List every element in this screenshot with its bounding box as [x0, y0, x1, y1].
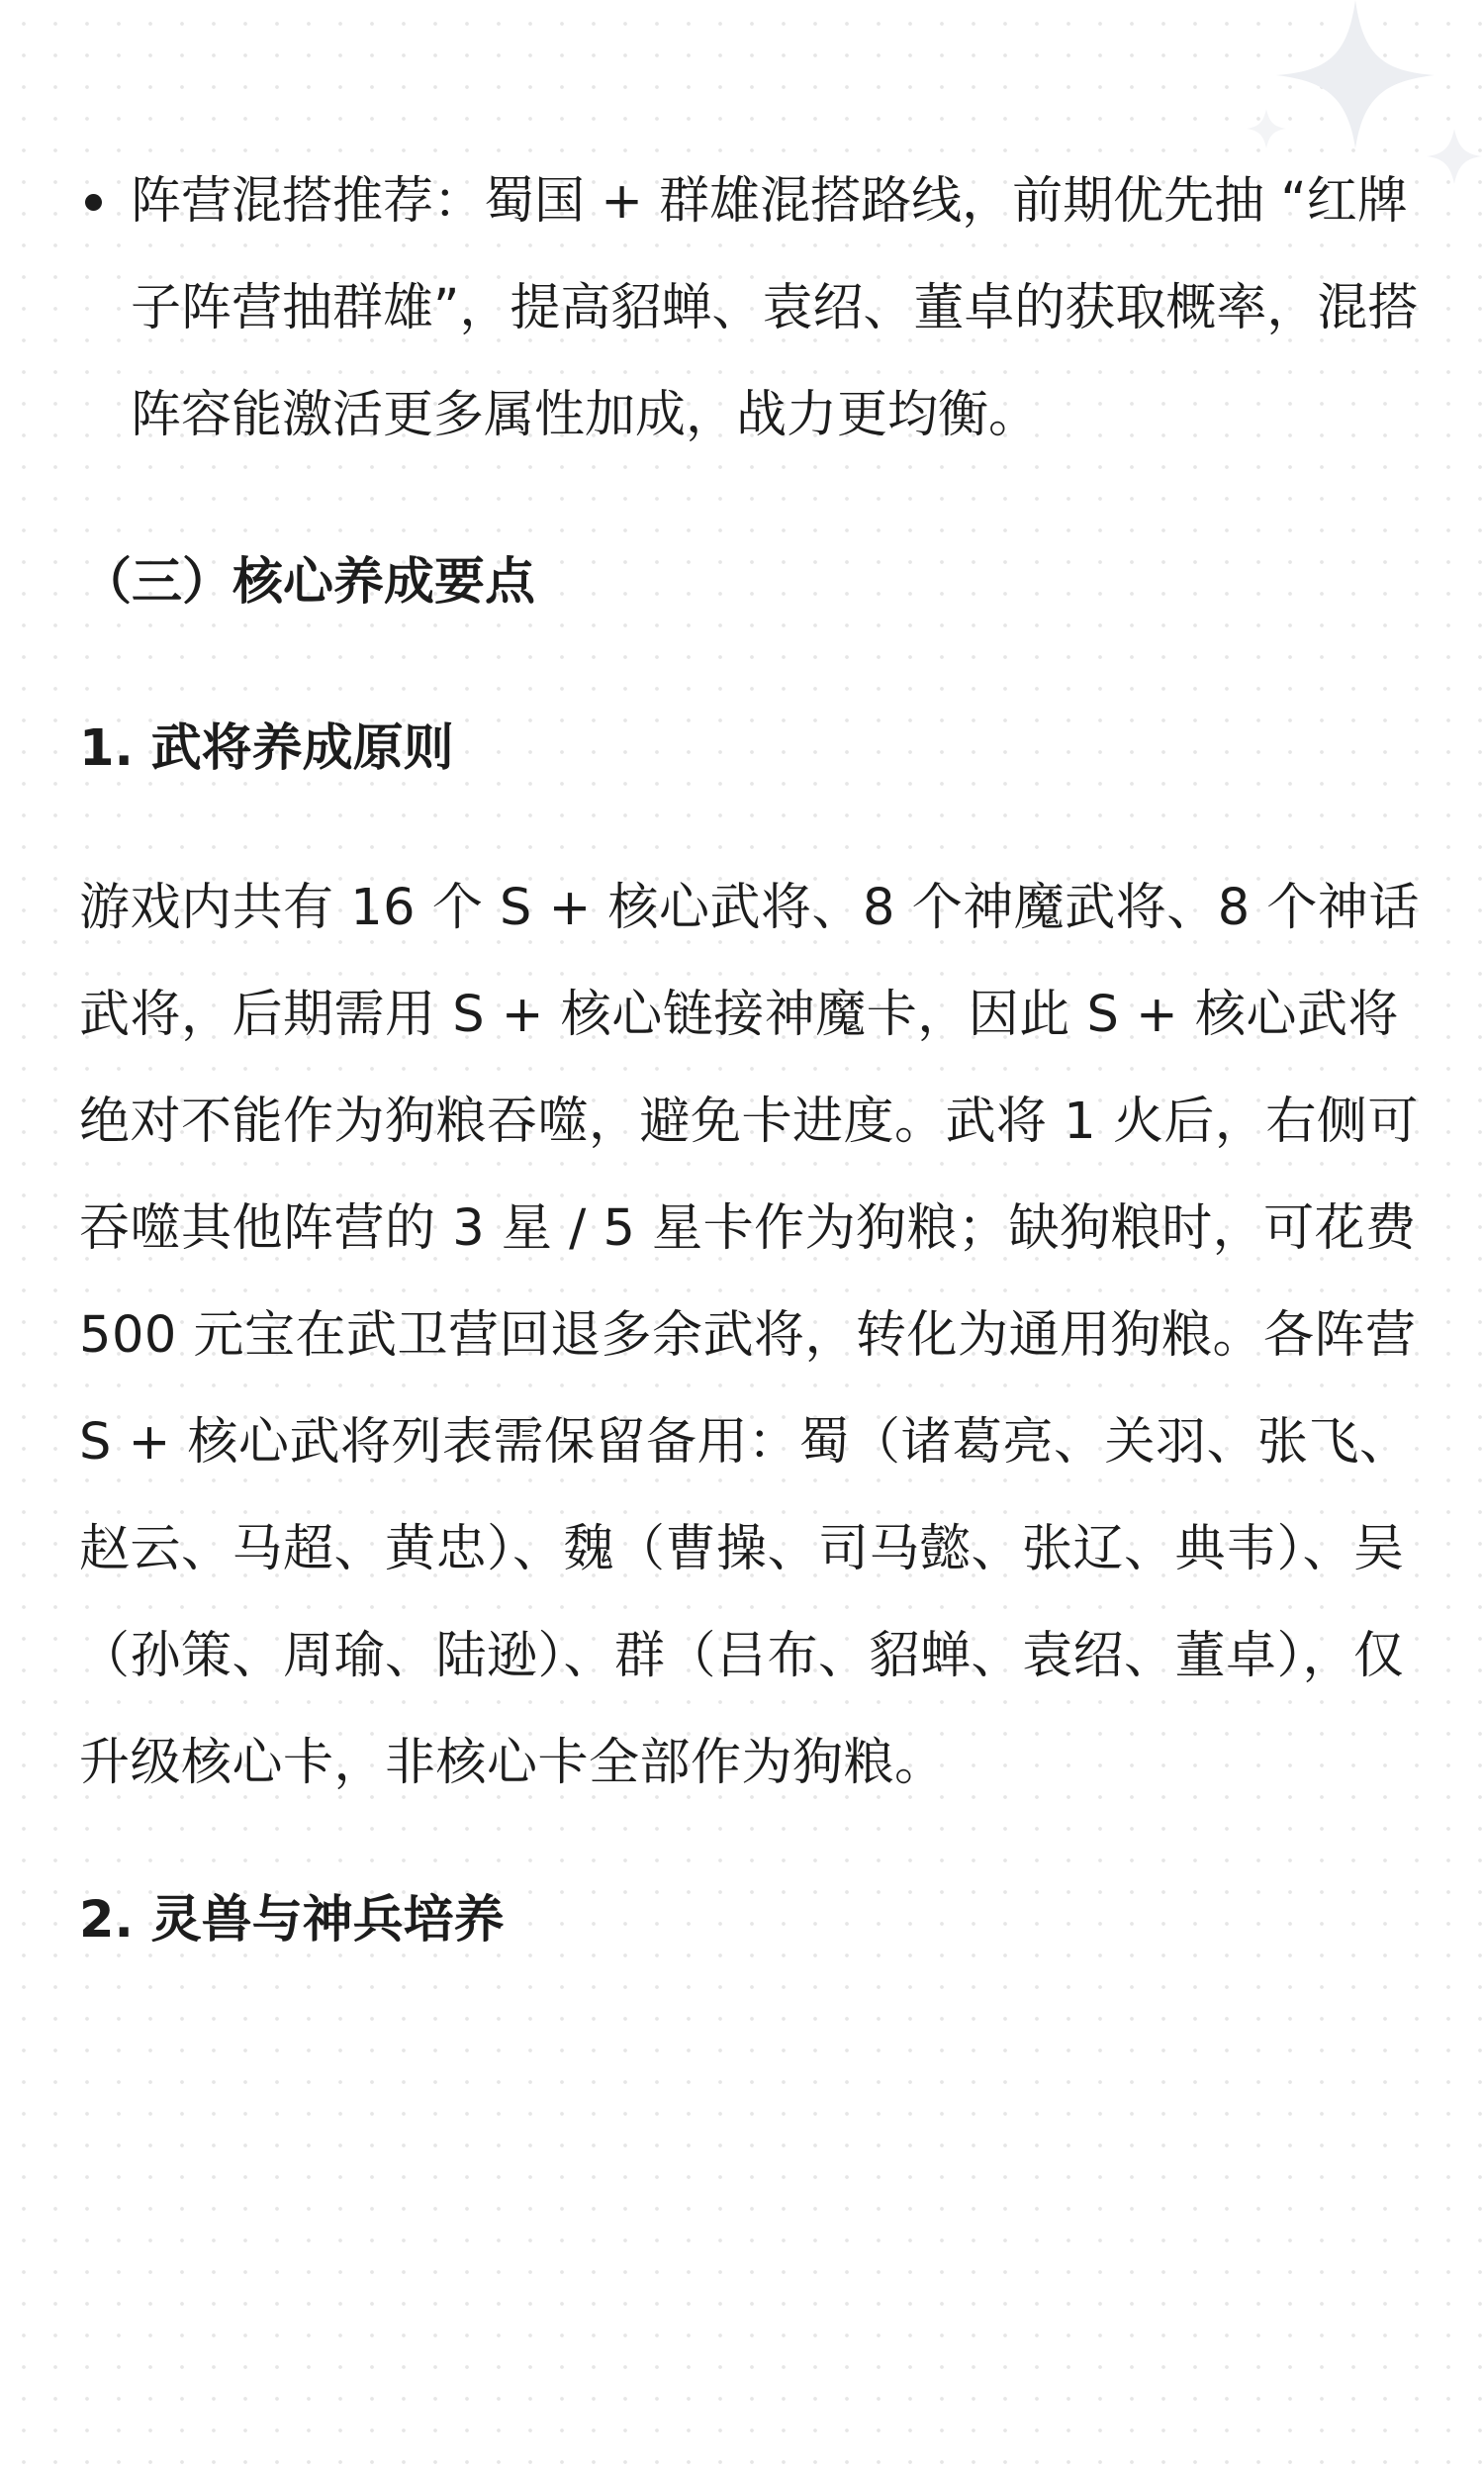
bullet-dot-icon: [85, 194, 102, 211]
subsection-heading-2: 2. 灵兽与神兵培养: [79, 1891, 505, 1950]
body-paragraph: 游戏内共有 16 个 S + 核心武将、8 个神魔武将、8 个神话武将，后期需用 S + 核心链接神魔卡，因此 S + 核心武将绝对不能作为狗粮吞噬，避免卡进度。武将 1 火后，右侧可吞噬其他阵营的 3 星 / 5 星卡作为狗粮；缺狗粮时，可花费 500 元宝在武卫营回退多余武将，转化为通用狗粮。各阵营 S + 核心武将列表需保留备用：蜀（诸葛亮、关羽、张飞、赵云、马超、黄忠）、魏（曹操、司马懿、张辽、典韦）、吴（孙策、周瑜、陆逊）、群（吕布、貂蝉、袁绍、董卓），仅升级核心卡，非核心卡全部作为狗粮。: [79, 879, 1420, 1792]
bullet-text: 蜀国 + 群雄混搭路线，前期优先抽 “红牌子阵营抽群雄”，提高貂蝉、袁绍、董卓的获取概率，混搭阵容能激活更多属性加成，战力更均衡。: [131, 172, 1419, 444]
bullet-label: 阵营混搭推荐：: [131, 172, 485, 231]
article-body: [79, 148, 1425, 1965]
bullet-item: [79, 148, 1425, 469]
section-heading: （三）核心养成要点: [81, 553, 536, 612]
subsection-heading-1: 1. 武将养成原则: [79, 719, 454, 778]
